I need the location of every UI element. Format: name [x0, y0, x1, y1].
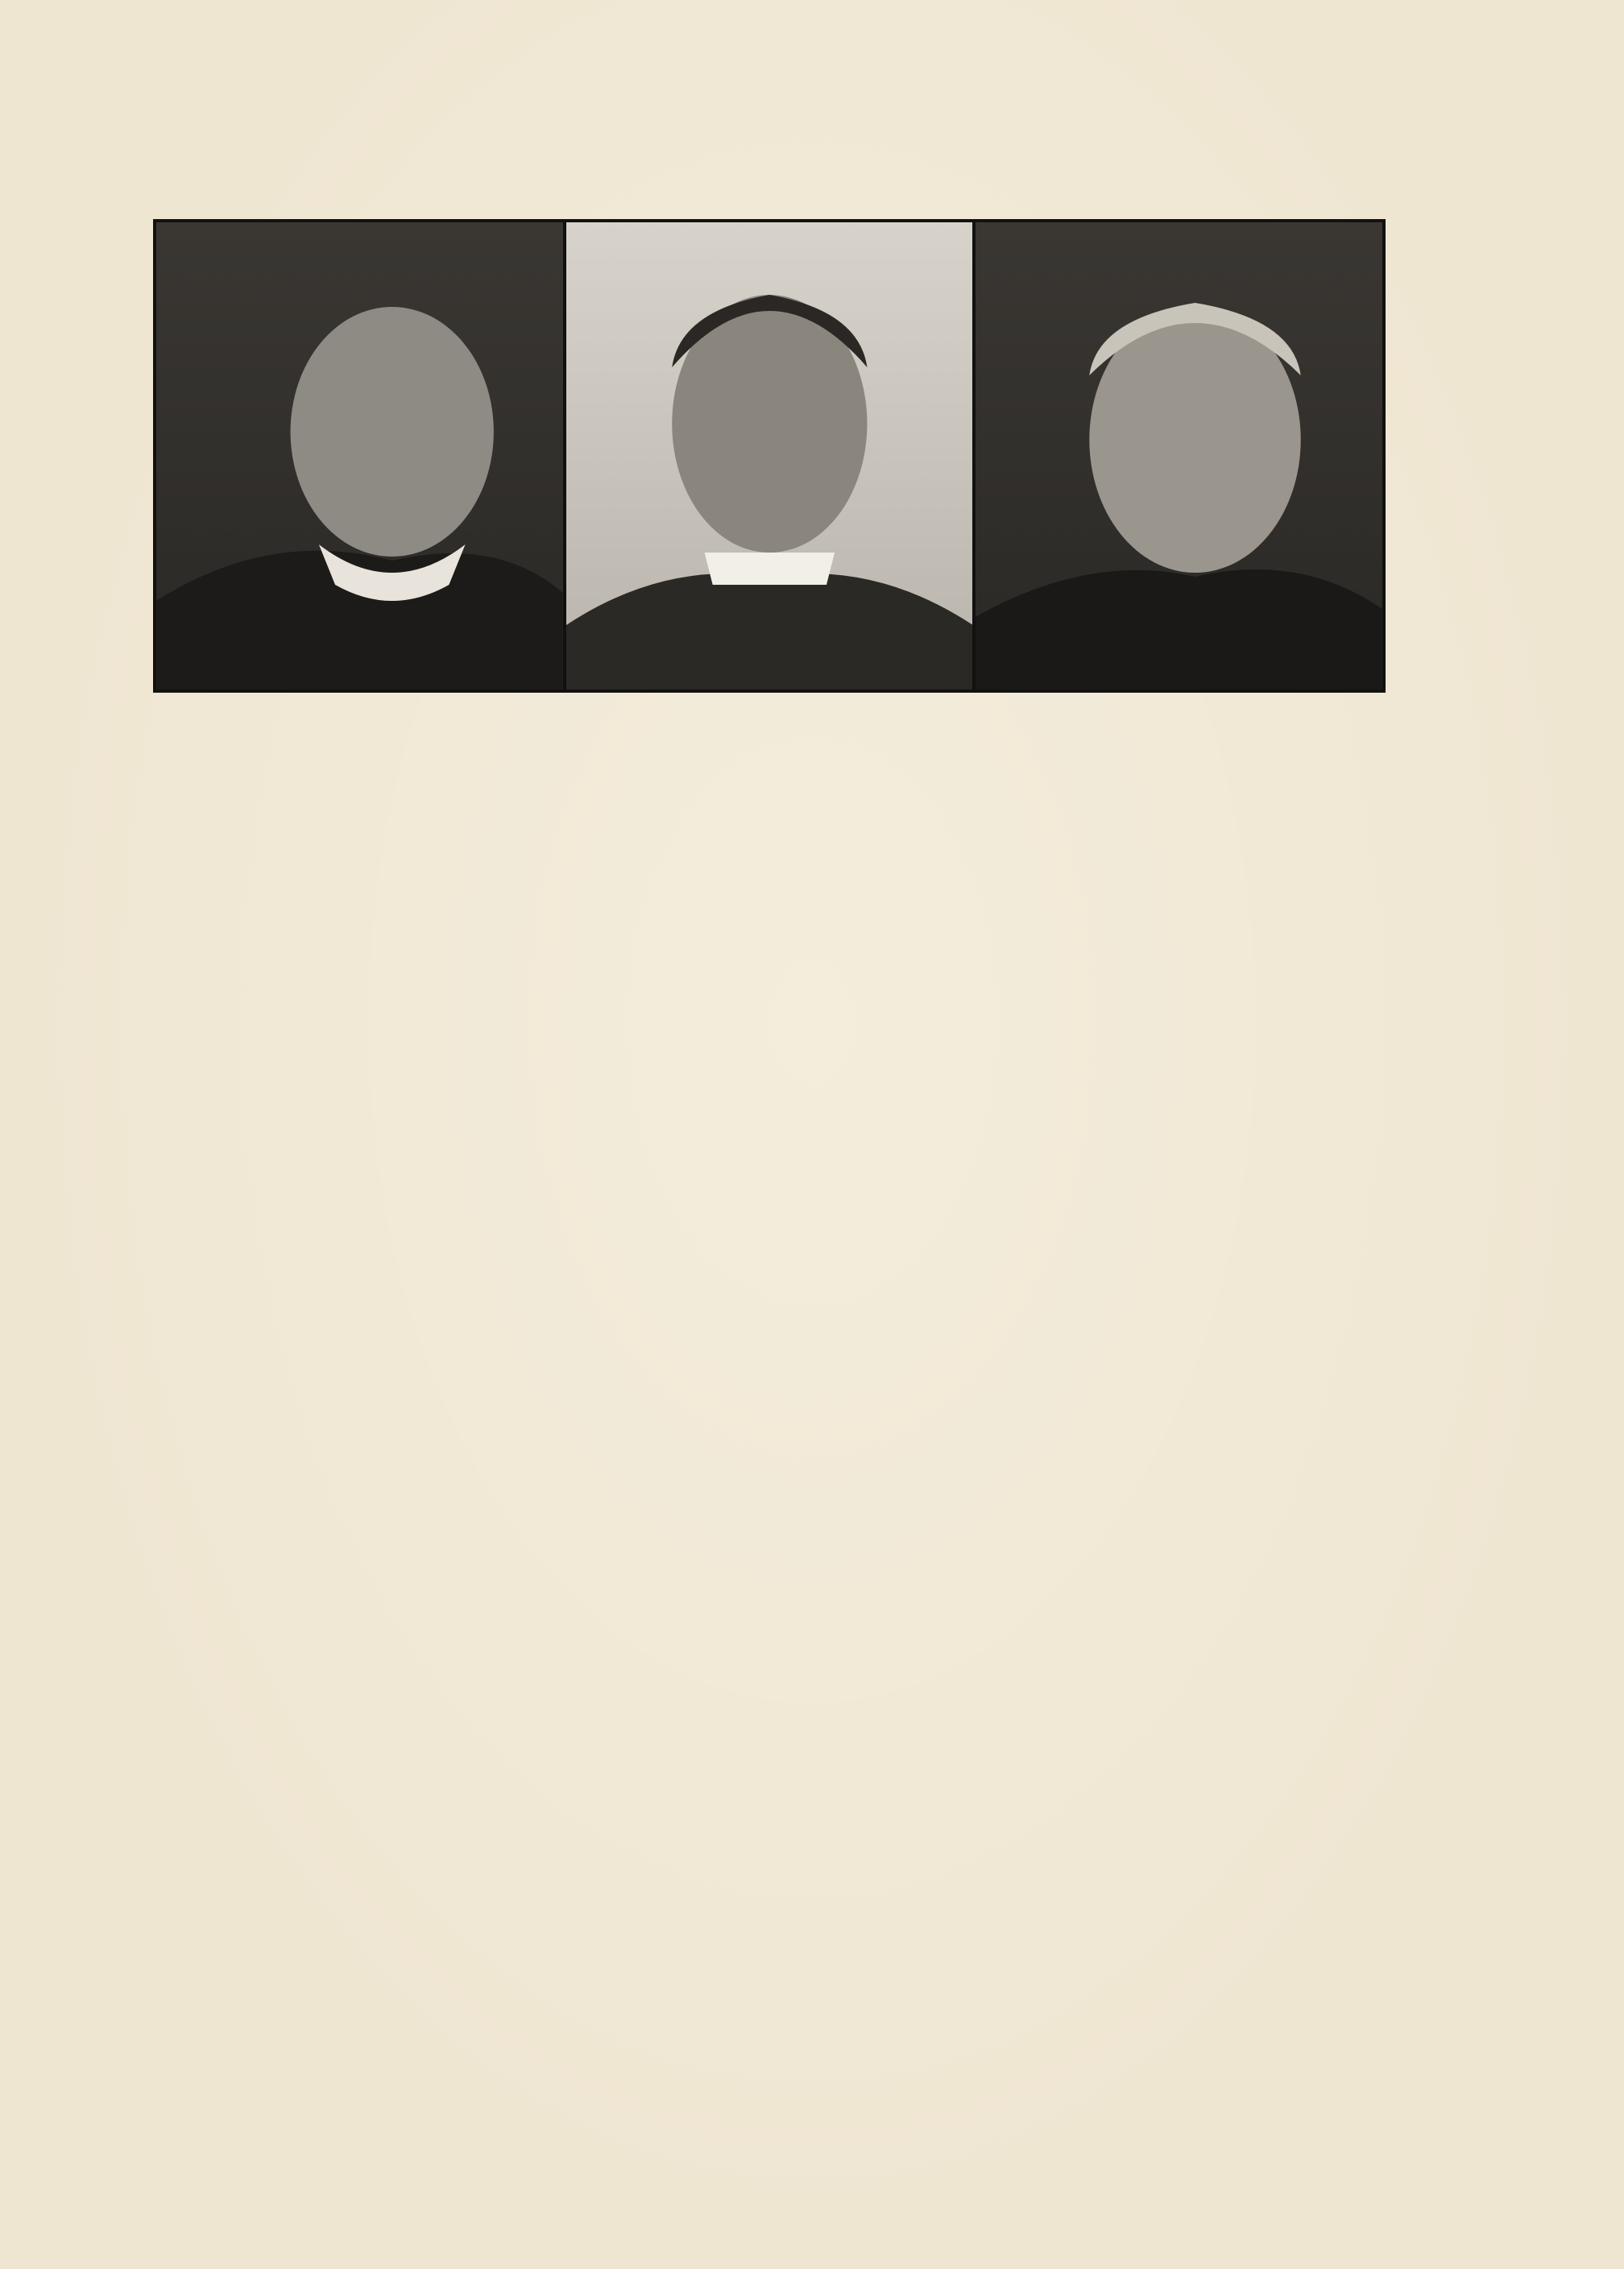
top-portrait-row — [153, 219, 1386, 693]
portrait-silhouette-1 — [156, 222, 563, 689]
portrait-photo-edgren — [156, 222, 563, 689]
portrait-silhouette-3 — [976, 222, 1382, 689]
portrait-photo-blomqvist — [976, 222, 1382, 689]
portrait-silhouette-2 — [566, 222, 973, 689]
portrait-photo-lindbeck — [566, 222, 973, 689]
